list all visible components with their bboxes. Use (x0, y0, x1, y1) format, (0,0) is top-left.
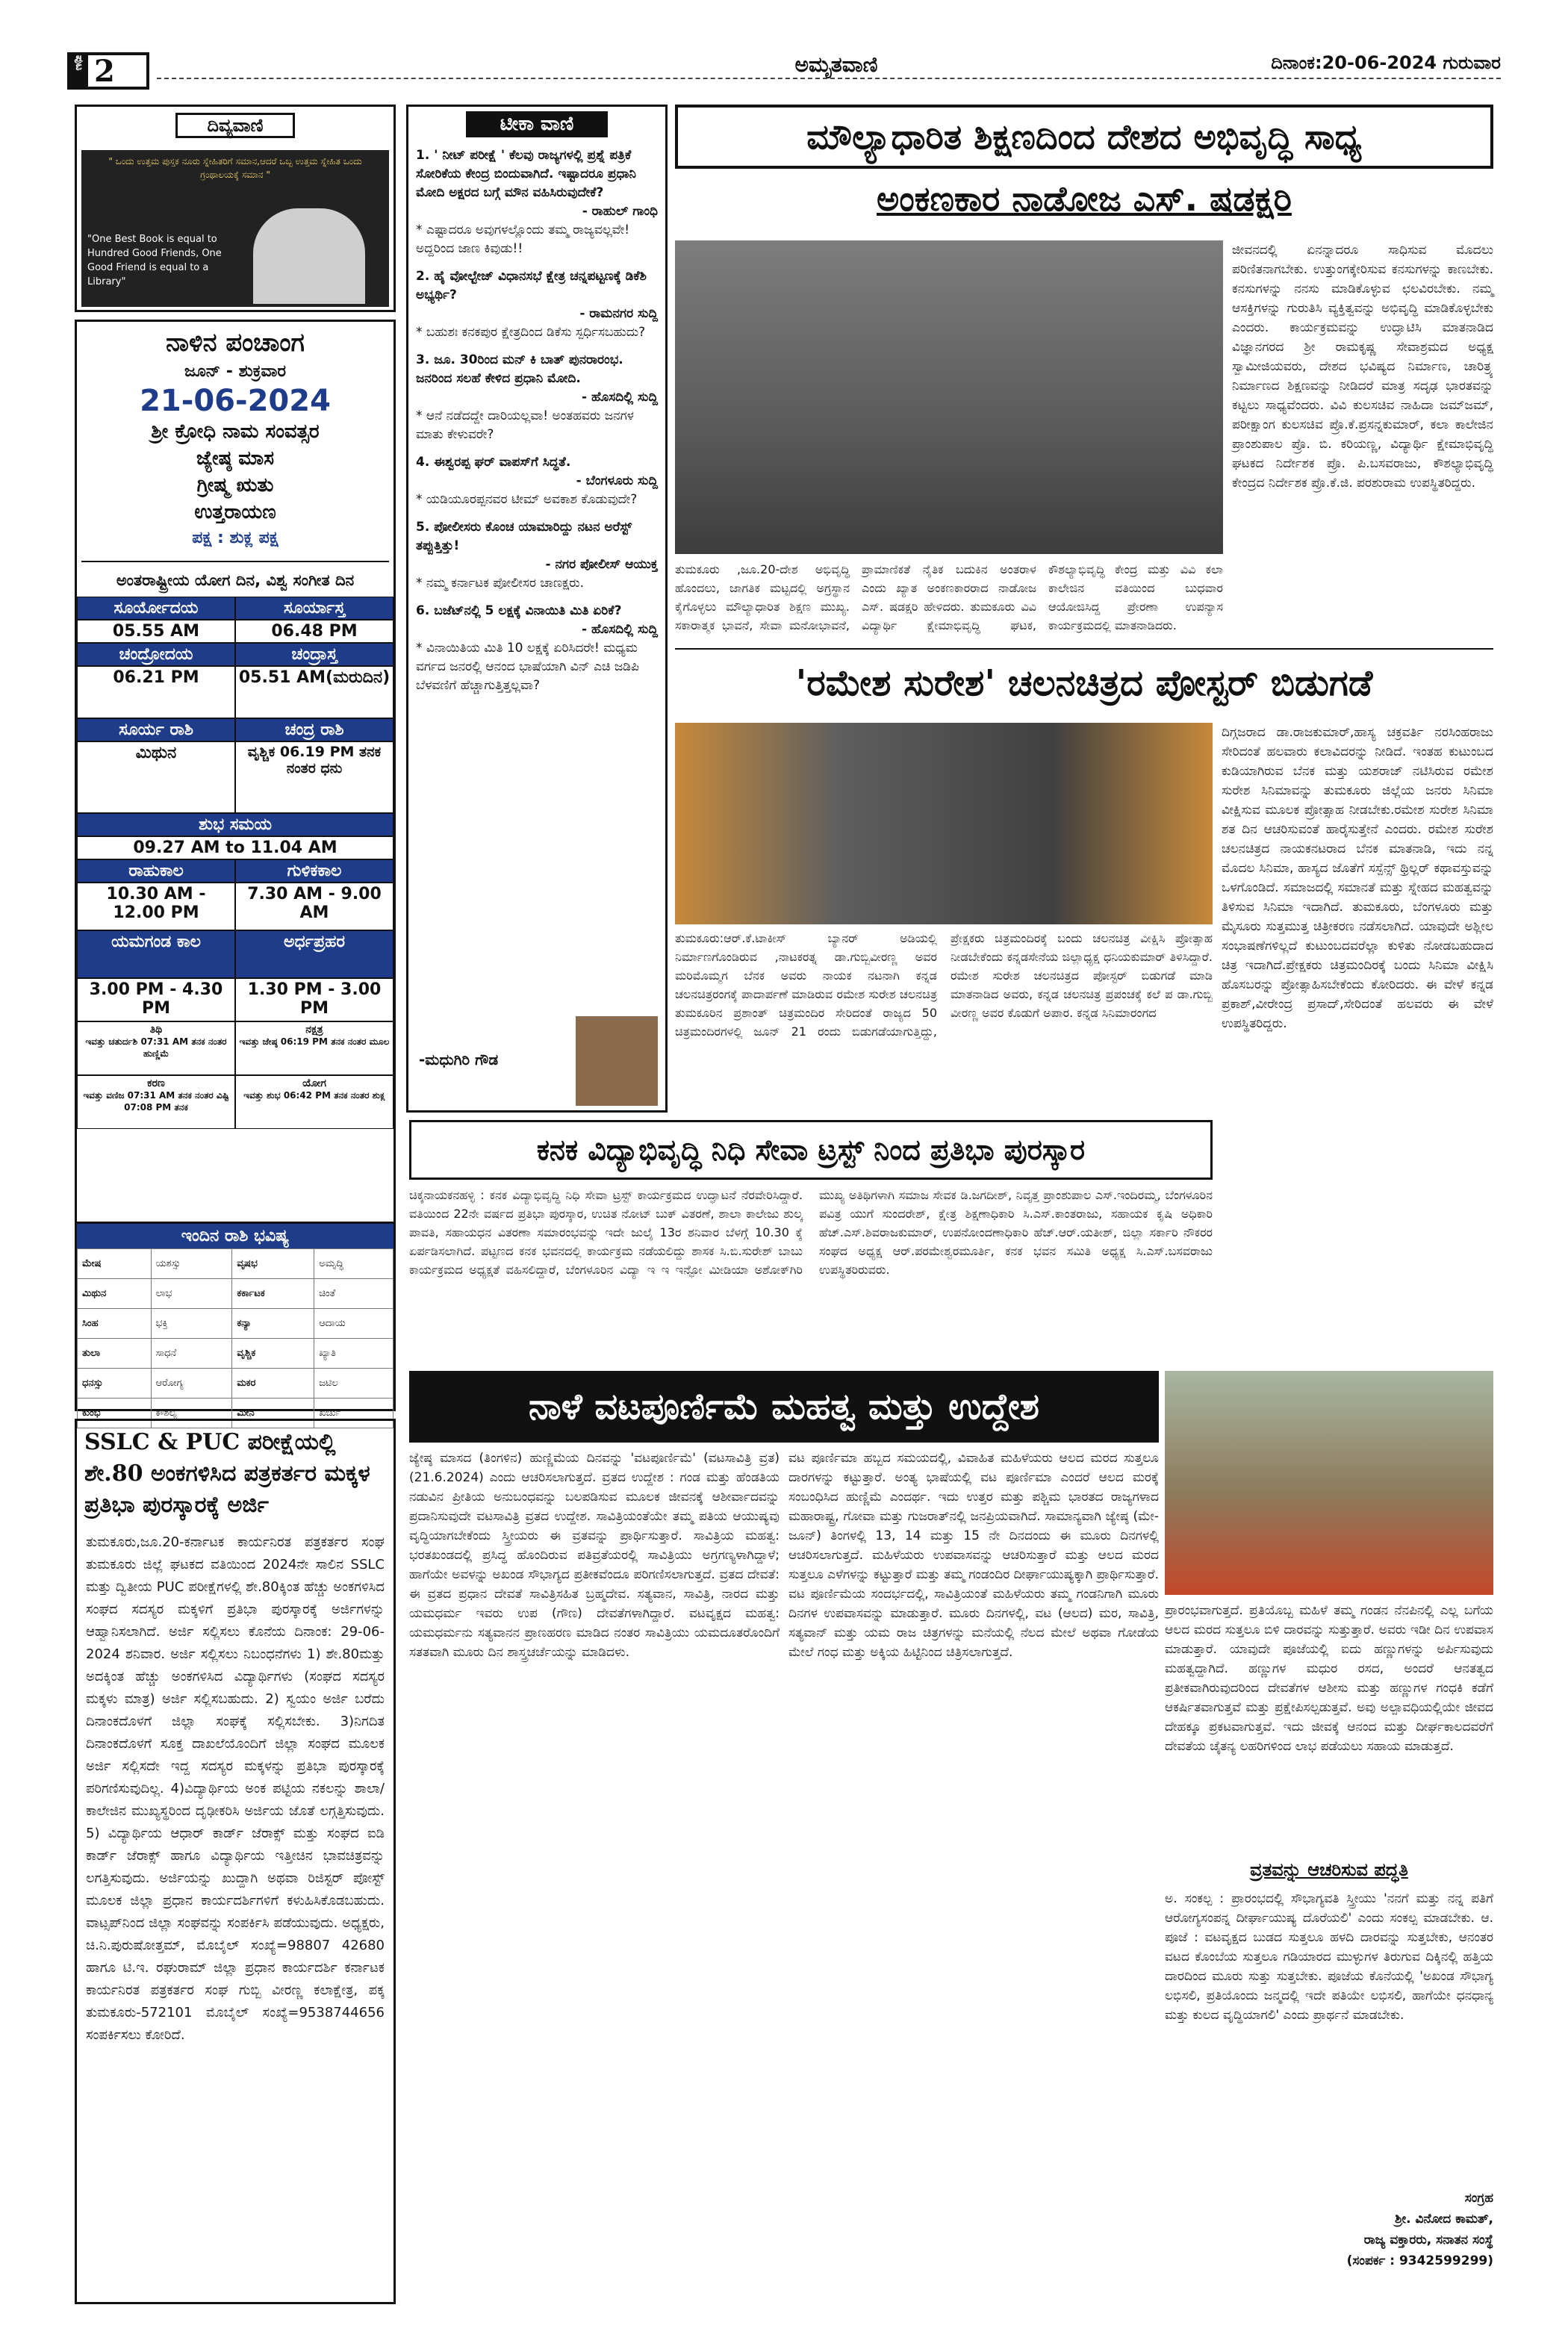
rashi-bhavishya-title: ಇಂದಿನ ರಾಶಿ ಭವಿಷ್ಯ (77, 1224, 393, 1248)
lead-headline-1: ಮೌಲ್ಯಾಧಾರಿತ ಶಿಕ್ಷಣದಿಂದ ದೇಶದ ಅಭಿವೃದ್ಧಿ ಸಾಧ್ಯ (675, 105, 1493, 169)
rashi-sign: ಮಿಥುನ (78, 1279, 152, 1309)
yamaganda-value: 3.00 PM - 4.30 PM (77, 978, 235, 1021)
ardhaprahara-head: ಅರ್ಧಪ್ರಹರ (235, 930, 393, 978)
kanaka-body: ಚಿಕ್ಕನಾಯಕನಹಳ್ಳಿ : ಕನಕ ವಿದ್ಯಾಭಿವೃದ್ಧಿ ನಿಧಿ ಸೇವಾ ಟ್ರಸ್ಟ್ ಕಾರ್ಯಕ್ರಮದ ಉದ್ಘಾಟನೆ ನೆರವೇರಿಸಿದ್ದಾರೆ. ವತಿಯಿಂದ 22ನೇ ವರ್ಷದ ಪ್ರತಿಭಾ ಪುರಸ್ಕಾರ, ಉಚಿತ ನೋಟ್ ಬುಕ್ ವಿತರಣೆ, ಶಾಲಾ ಕಾಲೇಜು ಶುಲ್ಕ ಪಾವತಿ, ಸಹಾಯಧನ ವಿತರಣಾ ಸಮಾರಂಭವನ್ನು ಇದೇ ಜುಲೈ 13ರ ಶನಿವಾರ ಬೆಳಗ್ಗೆ 10.30 ಕ್ಕೆ ಏರ್ಪಡಿಸಲಾಗಿದೆ. ಪಟ್ಟಣದ ಕನಕ ಭವನದಲ್ಲಿ ಕಾರ್ಯಕ್ರಮ ನಡೆಯಲಿದ್ದು ಶಾಸಕ ಸಿ.ಬಿ.ಸುರೇಶ್ ಬಾಬು ಕಾರ್ಯಕ್ರಮದ ಅಧ್ಯಕ್ಷತೆ ವಹಿಸಲಿದ್ದಾರೆ, ಬೆಂಗಳೂರಿನ ವಿದ್ಯಾ ಇ ಇ ಇನ್ಫೋ ಮೀಡಿಯಾ ಅಶೋಕ್‌ಗಿರಿ ಮುಖ್ಯ ಅತಿಥಿಗಳಾಗಿ ಸಮಾಜ ಸೇವಕ ಡಿ.ಜಗದೀಶ್, ನಿವೃತ್ತ ಪ್ರಾಂಶುಪಾಲ ಎಸ್.ಇಂದಿರಮ್ಮ, ಬೆಂಗಳೂರಿನ ಪವಿತ್ರ ಯುಗೆ ಸುಂದರೇಶ್, ಕ್ಷೇತ್ರ ಶಿಕ್ಷಣಾಧಿಕಾರಿ ಸಿ.ಎಸ್.ಕಾಂತರಾಜು, ಸಹಾಯಕ ಕೃಷಿ ಅಧಿಕಾರಿ ಹೆಚ್.ಎಸ್.ಶಿವರಾಜಕುಮಾರ್, ಉಪನೋಂದಣಾಧಿಕಾರಿ ಹೆಚ್.ಆರ್.ಯತೀಶ್, ಜಿಲ್ಲಾ ಸರ್ಕಾರಿ ನೌಕರರ ಸಂಘದ ಅಧ್ಯಕ್ಷ ಆರ್.ಪರಮೇಶ್ವರಮೂರ್ತಿ, ಕನಕ ಭವನ ಸಮಿತಿ ಅಧ್ಯಕ್ಷ ಸಿ.ಎಸ್.ಬಸವರಾಜು ಉಪಸ್ಥಿತರಿರುವರು. (409, 1188, 1213, 1277)
tika-item (416, 146, 658, 258)
sunset-head: ಸೂರ್ಯಾಸ್ತ (235, 597, 393, 620)
tika-answer: * ನಮ್ಮ ಕರ್ನಾಟಕ ಪೋಲೀಸರ ಚಾಣಕ್ಷರು. (416, 576, 585, 591)
yoga-head: ಯೋಗ (302, 1077, 326, 1089)
tika-vani-box (406, 105, 668, 1113)
shubha-samaya-head: ಶುಭ ಸಮಯ (77, 813, 393, 836)
rashi-sign: ವೃಶ್ಚಿಕ (232, 1339, 314, 1369)
tika-source: - ನಗರ ಪೋಲೀಸ್ ಆಯುಕ್ತ (545, 557, 658, 572)
poster-headline: 'ರಮೇಶ ಸುರೇಶ' ಚಲನಚಿತ್ರದ ಪೋಸ್ಟರ್ ಬಿಡುಗಡೆ (675, 648, 1493, 717)
tika-author: -ಮಧುಗಿರಿ ಗೌಡ (419, 1051, 499, 1068)
tika-item (416, 351, 658, 444)
poster-body-left: ತುಮಕೂರು:ಆರ್.ಕೆ.ಟಾಕೀಸ್ ಬ್ಯಾನರ್ ಅಡಿಯಲ್ಲಿ ನಿರ್ಮಾಣಗೊಂಡಿರುವ ,ನಾಟಕರತ್ನ ಡಾ.ಗುಬ್ಬಿವೀರಣ್ಣ ಅವರ ಮರಿಮೊಮ್ಮಗ ಬೆನಕ ಅವರು ನಾಯಕ ನಟನಾಗಿ ಕನ್ನಡ ಚಲನಚಿತ್ರರಂಗಕ್ಕೆ ಪಾದಾರ್ಪಣೆ ಮಾಡಿರುವ ರಮೇಶ ಸುರೇಶ ಚಲನಚಿತ್ರ ತುಮಕೂರಿನ ಪ್ರಶಾಂತ್ ಚಿತ್ರಮಂದಿರ ಸೇರಿದಂತೆ ರಾಜ್ಯದ 50 ಚಿತ್ರಮಂದಿರಗಳಲ್ಲಿ ಜೂನ್ 21 ರಂದು ಬಿಡುಗಡೆಯಾಗುತ್ತಿದ್ದು, ಪ್ರೇಕ್ಷಕರು ಚಿತ್ರಮಂದಿರಕ್ಕೆ ಬಂದು ಚಲನಚಿತ್ರ ವೀಕ್ಷಿಸಿ ಪ್ರೋತ್ಸಾಹ ನೀಡಬೇಕೆಂದು ಕನ್ನಡಸೇನೆಯ ಜಿಲ್ಲಾಧ್ಯಕ್ಷ ಧನಿಯಕುಮಾರ್ ತಿಳಿಸಿದ್ದಾರೆ. ರಮೇಶ ಸುರೇಶ ಚಲನಚಿತ್ರದ ಪೋಸ್ಟರ್ ಬಿಡುಗಡೆ ಮಾಡಿ ಮಾತನಾಡಿದ ಅವರು, ಕನ್ನಡ ಚಲನಚಿತ್ರ ಪ್ರಪಂಚಕ್ಕೆ ಕಲೆ ಪ ಡಾ.ಗುಬ್ಬಿ ವೀರಣ್ಣ ಅವರ ಕೊಡುಗೆ ಅಪಾರ. ಕನ್ನಡ ಸಿನಿಮಾರಂಗದ (675, 931, 1213, 1039)
rashi-prediction: ಕೌಶಲ್ಯ (151, 1399, 232, 1428)
sslc-body: ತುಮಕೂರು,ಜೂ.20-ಕರ್ನಾಟಕ ಕಾರ್ಯನಿರತ ಪತ್ರಕರ್ತರ ಸಂಘ ತುಮಕೂರು ಜಿಲ್ಲೆ ಘಟಕದ ವತಿಯಿಂದ 2024ನೇ ಸಾಲಿನ SSLC ಮತ್ತು ದ್ವಿತೀಯ PUC ಪರೀಕ್ಷೆಗಳಲ್ಲಿ ಶೇ.80ಕ್ಕಿಂತ ಹೆಚ್ಚು ಅಂಕಗಳಿಸಿದ ಸಂಘದ ಸದಸ್ಯರ ಮಕ್ಕಳಿಗೆ ಪ್ರತಿಭಾ ಪುರಸ್ಕಾರಕ್ಕೆ ಅರ್ಜಿಗಳನ್ನು ಆಹ್ವಾನಿಸಲಾಗಿದೆ. ಅರ್ಜಿ ಸಲ್ಲಿಸಲು ಕೊನೆಯ ದಿನಾಂಕ: 29-06-2024 ಶನಿವಾರ. ಅರ್ಜಿ ಸಲ್ಲಿಸಲು ನಿಬಂಧನೆಗಳು 1) ಶೇ.80ಮತ್ತು ಅದಕ್ಕಿಂತ ಹೆಚ್ಚು ಅಂಕಗಳಿಸಿದ ವಿದ್ಯಾರ್ಥಿಗಳು (ಸಂಘದ ಸದಸ್ಯರ ಮಕ್ಕಳು ಮಾತ್ರ) ಅರ್ಜಿ ಸಲ್ಲಿಸಬಹುದು. 2) ಸ್ವಯಂ ಅರ್ಜಿ ಬರೆದು ದಿನಾಂಕದೊಳಗೆ ಜಿಲ್ಲಾ ಸಂಘಕ್ಕೆ ಸಲ್ಲಿಸಬೇಕು. 3)ನಿಗದಿತ ದಿನಾಂಕದೊಳಗೆ ಸೂಕ್ತ ದಾಖಲೆಯೊಂದಿಗೆ ಜಿಲ್ಲಾ ಸಂಘದ ಮೂಲಕ ಅರ್ಜಿ ಸಲ್ಲಿಸದೇ ಇದ್ದ ಸದಸ್ಯರ ಮಕ್ಕಳನ್ನು ಪ್ರತಿಭಾ ಪುರಸ್ಕಾರಕ್ಕೆ ಪರಿಗಣಿಸುವುದಿಲ್ಲ. 4)ವಿದ್ಯಾರ್ಥಿಯ ಅಂಕ ಪಟ್ಟಿಯ ನಕಲನ್ನು ಶಾಲಾ/ಕಾಲೇಜಿನ ಮುಖ್ಯಸ್ಥರಿಂದ ದೃಢೀಕರಿಸಿ ಅರ್ಜಿಯ ಜೊತೆ ಲಗ್ಗತ್ತಿಸುವುದು. 5) ವಿದ್ಯಾರ್ಥಿಯ ಆಧಾರ್ ಕಾರ್ಡ್ ಜೆರಾಕ್ಸ್ ಮತ್ತು ಸಂಘದ ಐಡಿ ಕಾರ್ಡ್ ಜೆರಾಕ್ಸ್ ಹಾಗೂ ವಿದ್ಯಾರ್ಥಿಯ ಇತ್ತೀಚಿನ ಭಾವಚಿತ್ರವನ್ನು ಲಗತ್ತಿಸುವುದು. ಅರ್ಜಿಯನ್ನು ಖುದ್ದಾಗಿ ಅಥವಾ ರಿಜಿಸ್ಟರ್ ಪೋಸ್ಟ್ ಮೂಲಕ ಜಿಲ್ಲಾ ಪ್ರಧಾನ ಕಾರ್ಯದರ್ಶಿಗಳಿಗೆ ಕಳುಹಿಸಿಕೊಡಬಹುದು. ವಾಟ್ಸಪ್‌ನಿಂದ ಜಿಲ್ಲಾ ಸಂಘವನ್ನು ಸಂಪರ್ಕಿಸಿ ಪಡೆಯುವುದು. ಅಧ್ಯಕ್ಷರು, ಚಿ.ನಿ.ಪುರುಷೋತ್ತಮ್, ಮೊಬೈಲ್ ಸಂಖ್ಯೆ=98807 42680 ಹಾಗೂ ಟಿ.ಇ. ರಘುರಾಮ್ ಜಿಲ್ಲಾ ಪ್ರಧಾನ ಕಾರ್ಯದರ್ಶಿ ಕರ್ನಾಟಕ ಕಾರ್ಯನಿರತ ಪತ್ರಕರ್ತರ ಸಂಘ ಗುಬ್ಬಿ ವೀರಣ್ಣ ಕಲಾಕ್ಷೇತ್ರ, ಪಕ್ಕ ತುಮಕೂರು-572101 ಮೊಬೈಲ್ ಸಂಖ್ಯೆ=9538744656 ಸಂಪರ್ಕಿಸಲು ಕೋರಿದೆ. (86, 1534, 385, 2043)
ardhaprahara-value: 1.30 PM - 3.00 PM (235, 978, 393, 1021)
panchanga-date: 21-06-2024 (140, 384, 331, 418)
gulikakala-head: ಗುಳಿಕಕಾಲ (235, 859, 393, 883)
rashi-sign: ಕನ್ಯಾ (232, 1309, 314, 1339)
kannada-quote: " ಒಂದು ಉತ್ತಮ ಪುಸ್ತಕ ನೂರು ಸ್ನೇಹಿತರಿಗೆ ಸಮಾನ,ಆದರೆ ಒಬ್ಬ ಉತ್ತಮ ಸ್ನೇಹಿತ ಒಂದು ಗ್ರಂಥಾಲಯಕ್ಕೆ ಸಮಾನ " (108, 156, 362, 180)
sslc-article (75, 1419, 396, 2304)
credit-sangraha: ಸಂಗ್ರಹ (1464, 2191, 1493, 2206)
rashi-prediction: ಚಿಂತೆ (314, 1279, 393, 1309)
rashi-sign: ಕರ್ಕಾಟಕ (232, 1279, 314, 1309)
rashi-prediction: ಸಾಧನೆ (151, 1339, 232, 1369)
panchanga-line-4: ಉತ್ತರಾಯಣ (194, 501, 276, 523)
author-photo (576, 1016, 658, 1106)
tika-source: - ಬೆಂಗಳೂರು ಸುದ್ದಿ (576, 473, 658, 488)
tika-item (416, 267, 658, 342)
poster-photo (675, 723, 1213, 924)
gulikakala-value: 7.30 AM - 9.00 AM (235, 883, 393, 930)
moonset-head: ಚಂದ್ರಾಸ್ತ (235, 643, 393, 666)
kalam-portrait (253, 208, 365, 304)
rahukala-head: ರಾಹುಕಾಲ (77, 859, 235, 883)
vata-photo (1165, 1371, 1493, 1595)
lead-photo (675, 240, 1223, 554)
rashi-sign: ಮಕರ (232, 1369, 314, 1399)
tika-answer: * ಬಹುಶಃ ಕನಕಪುರ ಕ್ಷೇತ್ರದಿಂದ ಡಿಕೆಸು ಸ್ಪರ್ಧಿಸಬಹುದು? (416, 325, 646, 340)
lead-body-left: ತುಮಕೂರು ,ಜೂ.20-ದೇಶ ಅಭಿವೃದ್ಧಿ ಹೊಂದಲು, ಜಾಗತಿಕ ಮಟ್ಟದಲ್ಲಿ ಅಗ್ರಸ್ಥಾನ ಕೈಗೊಳ್ಳಲು ಮೌಲ್ಯಾಧಾರಿತ ಶಿಕ್ಷಣ ಮುಖ್ಯ. ಸಕಾರಾತ್ಮಕ ಭಾವನೆ, ಸೇವಾ ಮನೋಭಾವನೆ, ಪ್ರಾಮಾಣಿಕತೆ ನೈತಿಕ ಬದುಕಿನ ಅಂತರಾಳ ಎಂದು ಖ್ಯಾತ ಅಂಕಣಕಾರರಾದ ನಾಡೋಜ ಎಸ್. ಷಡಕ್ಷರಿ ಹೇಳಿದರು. ತುಮಕೂರು ವಿವಿ ವಿದ್ಯಾರ್ಥಿ ಕ್ಷೇಮಾಭಿವೃದ್ಧಿ ಘಟಕ, ಕೌಶಲ್ಯಾಭಿವೃದ್ಧಿ ಕೇಂದ್ರ ಮತ್ತು ವಿವಿ ಕಲಾ ಕಾಲೇಜಿನ ವತಿಯಿಂದ ಬುಧವಾರ ಆಯೋಜಿಸಿದ್ದ ಪ್ರೇರಣಾ ಉಪನ್ಯಾಸ ಕಾರ್ಯಕ್ರಮದಲ್ಲಿ ಮಾತನಾಡಿದರು. (675, 562, 1223, 632)
nakshatra-head: ನಕ್ಷತ್ರ (305, 1024, 323, 1036)
tika-source: - ರಾಮನಗರ ಸುದ್ದಿ (579, 306, 658, 321)
tika-question: 2. ಹೈ ವೋಲ್ಟೇಜ್ ವಿಧಾನಸಭೆ ಕ್ಷೇತ್ರ ಚನ್ನಪಟ್ಟಣಕ್ಕೆ ಡಿಕೆಶಿ ಅಭ್ಯರ್ಥಿ? (416, 269, 647, 302)
panchanga-line-2: ಜ್ಯೇಷ್ಠ ಮಾಸ (196, 447, 275, 470)
rashi-row (78, 1339, 393, 1369)
paper-name: ಅಮೃತವಾಣಿ (724, 52, 948, 78)
tika-list (408, 142, 665, 709)
tithi-head: ತಿಥಿ (149, 1024, 163, 1036)
rashi-row (78, 1279, 393, 1309)
rashi-table (77, 1248, 393, 1428)
tika-item (416, 602, 658, 695)
tika-question: 4. ಈಶ್ವರಪ್ಪ ಘರ್ ವಾಪಸ್‌ಗೆ ಸಿದ್ಧತೆ. (416, 455, 571, 470)
rashi-prediction: ಆರೋಗ್ಯ (151, 1369, 232, 1399)
panchanga-month-day: ಜೂನ್ - ಶುಕ್ರವಾರ (184, 362, 287, 381)
poster-body-right: ದಿಗ್ಗಜರಾದ ಡಾ.ರಾಜಕುಮಾರ್,ಹಾಸ್ಯ ಚಕ್ರವರ್ತಿ ನರಸಿಂಹರಾಜು ಸೇರಿದಂತೆ ಹಲವಾರು ಕಲಾವಿದರನ್ನು ನೀಡಿದೆ. ಇಂತಹ ಕುಟುಂಬದ ಕುಡಿಯಾಗಿರುವ ಬೆನಕ ಮತ್ತು ಯಶರಾಜ್ ನಟಿಸಿರುವ ರಮೇಶ ಸುರೇಶ ಸಿನಿಮಾವನ್ನು ತುಮಕೂರು ಜಿಲ್ಲೆಯ ಜನರು ಸಿನಿಮಾ ವೀಕ್ಷಿಸುವ ಮೂಲಕ ಪ್ರೋತ್ಸಾಹ ನೀಡಬೇಕು.ರಮೇಶ ಸುರೇಶ ಸಿನಿಮಾ ಶತ ದಿನ ಆಚರಿಸುವಂತೆ ಹಾರೈಸುತ್ತೇನೆ ಎಂದರು. ರಮೇಶ ಸುರೇಶ ಚಲನಚಿತ್ರದ ನಾಯಕನಟರಾದ ಬೆನಕ ಮಾತನಾಡಿ, ಇದು ನನ್ನ ಮೊದಲ ಸಿನಿಮಾ, ಹಾಸ್ಯದ ಜೊತೆಗೆ ಸಸ್ಪೆನ್ಸ್ ಥ್ರಿಲ್ಲರ್ ಕಥಾವಸ್ತುವನ್ನು ಒಳಗೊಂಡಿದೆ. ಸಮಾಜದಲ್ಲಿ ಸಮಾನತೆ ಮತ್ತು ಸ್ನೇಹದ ಮಹತ್ವವನ್ನು ತಿಳಿಸುವ ಸಿನಿಮಾ ಇದಾಗಿದೆ. ತುಮಕೂರು, ಬೆಂಗಳೂರು ಮತ್ತು ಮೈಸೂರು ಸುತ್ತಮುತ್ತ ಚಿತ್ರೀಕರಣ ನಡೆಸಲಾಗಿದೆ. ಯಾವುದೇ ಅಶ್ಲೀಲ ಸಂಭಾಷಣೆಗಳಿಲ್ಲದೆ ಕುಟುಂಬದವರೆಲ್ಲಾ ಕುಳಿತು ನೋಡಬಹುದಾದ ಚಿತ್ರ ಇದಾಗಿದೆ.ಪ್ರೇಕ್ಷಕರು ಚಿತ್ರಮಂದಿರಕ್ಕೆ ಬಂದು ಸಿನಿಮಾ ವೀಕ್ಷಿಸಿ ಹೊಸಬರನ್ನು ಪ್ರೋತ್ಸಾಹಿಸಬೇಕೆಂದು ಕೋರಿದರು. ಈ ವೇಳೆ ಕನ್ನಡ ಪ್ರಕಾಶ್,ವೀರೇಂದ್ರ ಪ್ರಸಾದ್,ಸೇರಿದಂತೆ ಹಲವರು ಈ ವೇಳೆ ಉಪಸ್ಥಿತರಿದ್ದರು. (1222, 725, 1493, 1031)
vata-credit (1165, 2188, 1493, 2271)
moonrise-value: 06.21 PM (77, 666, 235, 718)
special-day: ಅಂತರಾಷ್ಟ್ರೀಯ ಯೋಗ ದಿನ, ವಿಶ್ವ ಸಂಗೀತ ದಿನ (81, 561, 389, 592)
credit-org: ರಾಜ್ಯ ವಕ್ತಾರರು, ಸನಾತನ ಸಂಸ್ಥೆ (1363, 2233, 1493, 2247)
vata-col-2: ವಟ ಪೂರ್ಣಿಮಾ ಹಬ್ಬದ ಸಮಯದಲ್ಲಿ, ವಿವಾಹಿತ ಮಹಿಳೆಯರು ಆಲದ ಮರದ ಸುತ್ತಲೂ ದಾರಗಳನ್ನು ಕಟ್ಟುತ್ತಾರೆ. ಅಂತ್ಯ ಭಾಷೆಯಲ್ಲಿ ವಟ ಪೂರ್ಣಿಮಾ ಎಂದರೆ ಆಲದ ಮರಕ್ಕೆ ಸಂಬಂಧಿಸಿದ ಹುಣ್ಣಿಮೆ ಎಂದರ್ಥ. ಇದು ಉತ್ತರ ಮತ್ತು ಪಶ್ಚಿಮ ಭಾರತದ ರಾಜ್ಯಗಳಾದ ಮಹಾರಾಷ್ಟ್ರ, ಗೋವಾ ಮತ್ತು ಗುಜರಾತ್‌ನಲ್ಲಿ ಜನಪ್ರಿಯವಾಗಿದೆ. ಸಾಮಾನ್ಯವಾಗಿ ಜ್ಯೇಷ್ಠ (ಮೇ-ಜೂನ್) ತಿಂಗಳಲ್ಲಿ 13, 14 ಮತ್ತು 15 ನೇ ದಿನದಂದು ಈ ಮೂರು ದಿನಗಳಲ್ಲಿ ಆಚರಿಸಲಾಗುತ್ತದೆ. ಮಹಿಳೆಯರು ಉಪವಾಸವನ್ನು ಆಚರಿಸುತ್ತಾರೆ ಮತ್ತು ಆಲದ ಮರದ ಸುತ್ತಲೂ ಎಳೆಗಳನ್ನು ಕಟ್ಟುತ್ತಾರೆ ಮತ್ತು ತಮ್ಮ ಗಂಡಂದಿರ ದೀರ್ಘಾಯುಷ್ಯಕ್ಕಾಗಿ ಪ್ರಾರ್ಥಿಸುತ್ತಾರೆ. ವಟ ಪೂರ್ಣಿಮೆಯ ಸಂದರ್ಭದಲ್ಲಿ, ಸಾವಿತ್ರಿಯಂತೆ ಮಹಿಳೆಯರು ತಮ್ಮ ಗಂಡನಿಗಾಗಿ ಮೂರು ದಿನಗಳ ಉಪವಾಸವನ್ನು ಮಾಡುತ್ತಾರೆ. ಮೂರು ದಿನಗಳಲ್ಲಿ, ವಟ (ಆಲದ) ಮರ, ಸಾವಿತ್ರಿ, ಸತ್ಯವಾನ್ ಮತ್ತು ಯಮ ರಾಜ ಚಿತ್ರಗಳನ್ನು ಮನೆಯಲ್ಲಿ ನೆಲದ ಮೇಲೆ ಅಥವಾ ಗೋಡೆಯ ಮೇಲೆ ಗಂಧ ಮತ್ತು ಅಕ್ಕಿಯ ಹಿಟ್ಟಿನಿಂದ ಚಿತ್ರಿಸಲಾಗುತ್ತದೆ. (788, 1451, 1160, 1660)
rashi-prediction: ಖರ್ಚು (314, 1399, 393, 1428)
rashi-row (78, 1309, 393, 1339)
surya-rashi-head: ಸೂರ್ಯ ರಾಶಿ (77, 718, 235, 741)
vrata-body: ಅ. ಸಂಕಲ್ಪ : ಪ್ರಾರಂಭದಲ್ಲಿ ಸೌಭಾಗ್ಯವತಿ ಸ್ತ್ರೀಯು 'ನನಗೆ ಮತ್ತು ನನ್ನ ಪತಿಗೆ ಆರೋಗ್ಯಸಂಪನ್ನ ದೀರ್ಘಾಯುಷ್ಯ ದೊರೆಯಲಿ' ಎಂದು ಸಂಕಲ್ಪ ಮಾಡಬೇಕು. ಆ. ಪೂಜೆ : ವಟವೃಕ್ಷದ ಬುಡದ ಸುತ್ತಲೂ ಹಳದಿ ದಾರವನ್ನು ಸುತ್ತಬೇಕು, ಆನಂತರ ವಟದ ಕೊಂಬೆಯ ಸುತ್ತಲೂ ಗಡಿಯಾರದ ಮುಳ್ಳುಗಳ ತಿರುಗುವ ದಿಕ್ಕಿನಲ್ಲಿ ಹತ್ತಿಯ ದಾರದಿಂದ ಮೂರು ಸುತ್ತು ಸುತ್ತಬೇಕು. ಪೂಜೆಯ ಕೊನೆಯಲ್ಲಿ 'ಅಖಂಡ ಸೌಭಾಗ್ಯ ಲಭಿಸಲಿ, ಪ್ರತಿಯೊಂದು ಜನ್ಮದಲ್ಲಿ ಇದೇ ಪತಿಯೇ ಲಭಿಸಲಿ, ಹಾಗೆಯೇ ಧನಧಾನ್ಯ ಮತ್ತು ಕುಲದ ವೃದ್ಧಿಯಾಗಲಿ' ಎಂದು ಪ್ರಾರ್ಥನೆ ಮಾಡಬೇಕು. (1165, 1891, 1493, 2023)
rashi-sign: ವೃಷಭ (232, 1249, 314, 1279)
tithi-value: ಇವತ್ತು ಚತುರ್ದಶಿ 07:31 AM ತನಕ ನಂತರ ಹುಣ್ಣಿಮೆ (85, 1036, 227, 1059)
tika-question: 5. ಪೋಲೀಸರು ಕೊಂಚ ಯಾಮಾರಿದ್ದು ನಟನ ಅರೆಸ್ಟ್ ತಪ್ಪುತ್ತಿತ್ತು! (416, 520, 632, 553)
tika-item (416, 518, 658, 593)
tika-answer: * ವಿನಾಯಿತಿಯ ಮಿತಿ 10 ಲಕ್ಷಕ್ಕೆ ಏರಿಸಿದರೇ! ಮಧ್ಯಮ ವರ್ಗದ ಜನರಲ್ಲಿ ಆನಂದ ಭಾಷೆಯಾಗಿ ವಿನ್ ಎಚಿ ಜಡಿಪಿ ಬೆಳವಣಿಗೆ ಹೆಚ್ಚಾಗುತ್ತಿತ್ತಲ್ಲವಾ? (416, 641, 639, 693)
rashi-sign: ಮೀನ (232, 1399, 314, 1428)
page-tag: ಪುಟ (70, 55, 88, 87)
yamaganda-head: ಯಮಗಂಡ ಕಾಲ (77, 930, 235, 978)
tika-source: - ರಾಹುಲ್ ಗಾಂಧಿ (582, 204, 658, 219)
panchanga-title: ನಾಳಿನ ಪಂಚಾಂಗ (166, 328, 305, 358)
karana-head: ಕರಣ (147, 1077, 165, 1089)
chandra-rashi-head: ಚಂದ್ರ ರಾಶಿ (235, 718, 393, 741)
credit-author: ಶ್ರೀ. ವಿನೋದ ಕಾಮತ್, (1395, 2212, 1493, 2227)
vata-headline: ನಾಳೆ ವಟಪೂರ್ಣಿಮೆ ಮಹತ್ವ ಮತ್ತು ಉದ್ದೇಶ (409, 1371, 1159, 1443)
lead-body-right: ಜೀವನದಲ್ಲಿ ಏನನ್ನಾದರೂ ಸಾಧಿಸುವ ಮೊದಲು ಪರಿಣಿತನಾಗಬೇಕು. ಉತ್ತುಂಗಕ್ಕೇರಿಸುವ ಕನಸುಗಳನ್ನು ಕಾಣಬೇಕು. ಕನಸುಗಳನ್ನು ನನಸು ಮಾಡಿಕೊಳ್ಳುವ ಛಲವಿರಬೇಕು. ನಮ್ಮ ಆಸಕ್ತಿಗಳನ್ನು ಗುರುತಿಸಿ ವ್ಯಕ್ತಿತ್ವವನ್ನು ಅಭಿವೃದ್ಧಿ ಮಾಡಿಕೊಳ್ಳಬೇಕು ಎಂದರು. ಕಾರ್ಯಕ್ರಮವನ್ನು ಉದ್ಘಾಟಿಸಿ ಮಾತನಾಡಿದ ವಿಜ್ಞಾನಗರದ ಶ್ರೀ ರಾಮಕೃಷ್ಣ ಸೇವಾಶ್ರಮದ ಅಧ್ಯಕ್ಷ ಸ್ವಾಮೀಜಿಯವರು, ದೇಶದ ಭವಿಷ್ಯದ ನಿರ್ಮಾಣ, ಚಾರಿತ್ರ್ಯ ನಿರ್ಮಾಣದ ಶಿಕ್ಷಣವನ್ನು ನೀಡಿದರೆ ಮಾತ್ರ ಸದೃಢ ಭಾರತವನ್ನು ಕಟ್ಟಲು ಸಾಧ್ಯವೆಂದರು. ವಿವಿ ಕುಲಸಚಿವ ನಾಹಿದಾ ಜಮ್‌ಜಮ್, ಪರೀಕ್ಷಾಂಗ ಕುಲಸಚಿವ ಪ್ರೊ.ಕೆ.ಪ್ರಸನ್ನಕುಮಾರ್, ಕಲಾ ಕಾಲೇಜಿನ ಪ್ರಾಂಶುಪಾಲ ಪ್ರೊ. ಬಿ. ಕರಿಯಣ್ಣ, ವಿದ್ಯಾರ್ಥಿ ಕ್ಷೇಮಾಭಿವೃದ್ಧಿ ಘಟಕದ ನಿರ್ದೇಶಕ ಪ್ರೊ. ಪಿ.ಬಸವರಾಜು, ಕೌಶಲ್ಯಾಭಿವೃದ್ಧಿ ಕೇಂದ್ರದ ನಿರ್ದೇಶಕ ಪ್ರೊ.ಕೆ.ಜಿ. ಪರಶುರಾಮ ಉಪಸ್ಥಿತರಿದ್ದರು. (1232, 243, 1493, 491)
credit-contact: (ಸಂಪರ್ಕ : 9342599299) (1346, 2253, 1493, 2268)
yoga-value: ಇವತ್ತು ಶುಭ 06:42 PM ತನಕ ನಂತರ ಶುಕ್ಲ (243, 1090, 385, 1101)
kanaka-headline: ಕನಕ ವಿದ್ಯಾಭಿವೃದ್ಧಿ ನಿಧಿ ಸೇವಾ ಟ್ರಸ್ಟ್ ನಿಂದ ಪ್ರತಿಭಾ ಪುರಸ್ಕಾರ (409, 1120, 1213, 1180)
karana-value: ಇವತ್ತು ವಣಿಜ 07:31 AM ತನಕ ನಂತರ ವಿಷ್ಟಿ 07:08 PM ತನಕ (83, 1090, 229, 1113)
rashi-row (78, 1249, 393, 1279)
sunrise-head: ಸೂರ್ಯೋದಯ (77, 597, 235, 620)
tika-question: 6. ಬಜೆಟ್‌ನಲ್ಲಿ 5 ಲಕ್ಷಕ್ಕೆ ವಿನಾಯಿತಿ ಮಿತಿ ಏರಿಕೆ? (416, 603, 622, 618)
tika-answer: * ಯಡಿಯೂರಪ್ಪನವರ ಟೀಮ್ ಅವಕಾಶ ಕೊಡುವುದೇ? (416, 492, 638, 507)
rashi-prediction: ಭಕ್ತಿ (151, 1309, 232, 1339)
rashi-prediction: ಆದಾಯ (314, 1309, 393, 1339)
divyavani-box (75, 105, 396, 312)
rashi-bhavishya-box (75, 1222, 396, 1419)
rashi-prediction: ಜಟಿಲ (314, 1369, 393, 1399)
rashi-sign: ಧನಸ್ಸು (78, 1369, 152, 1399)
rashi-prediction: ಯಶಸ್ಸು (151, 1249, 232, 1279)
rashi-sign: ತುಲಾ (78, 1339, 152, 1369)
divyavani-title: ದಿವ್ಯವಾಣಿ (175, 113, 295, 138)
rashi-prediction: ಲಾಭ (151, 1279, 232, 1309)
english-quote: "One Best Book is equal to Hundred Good Friends, One Good Friend is equal to a Library" (87, 234, 222, 287)
moonset-value: 05.51 AM(ಮರುದಿನ) (235, 666, 393, 718)
rashi-sign: ಕುಂಭ (78, 1399, 152, 1428)
sslc-headline: SSLC & PUC ಪರೀಕ್ಷೆಯಲ್ಲಿ ಶೇ.80 ಅಂಕಗಳಿಸಿದ ಪತ್ರಕರ್ತರ ಮಕ್ಕಳ ಪ್ರತಿಭಾ ಪುರಸ್ಕಾರಕ್ಕೆ ಅರ್ಜಿ (84, 1429, 370, 1518)
panchanga-box (75, 320, 396, 1229)
sunset-value: 06.48 PM (235, 620, 393, 643)
rashi-sign: ಮೇಷ (78, 1249, 152, 1279)
tika-answer: * ಎಷ್ಟಾದರೂ ಅವುಗಳಲ್ಲೊಂದು ತಮ್ಮ ರಾಜ್ಯವಲ್ಲವೇ! ಅದ್ದರಿಂದ ಜಾಣ ಕಿವುಡು!! (416, 223, 630, 256)
rahukala-value: 10.30 AM - 12.00 PM (77, 883, 235, 930)
rashi-sign: ಸಿಂಹ (78, 1309, 152, 1339)
vata-col-1: ಜ್ಯೇಷ್ಠ ಮಾಸದ (ತಿಂಗಳಿನ) ಹುಣ್ಣಿಮೆಯ ದಿನವನ್ನು 'ವಟಪೂರ್ಣಿಮೆ' (ವಟಸಾವಿತ್ರಿ ವ್ರತ) (21.6.2024) ಎಂದು ಆಚರಿಸಲಾಗುತ್ತದೆ. ವ್ರತದ ಉದ್ದೇಶ : ಗಂಡ ಮತ್ತು ಹೆಂಡತಿಯ ನಡುವಿನ ಪ್ರೀತಿಯ ಅನುಬಂಧವನ್ನು ಬಲಪಡಿಸುವ ಮೂಲಕ ಜೀವನಕ್ಕೆ ಆಶೀರ್ವಾದವನ್ನು ಪ್ರದಾನಿಸುವುದೇ ವಟಸಾವಿತ್ರಿ ವ್ರತದ ಉದ್ದೇಶ. ಸಾವಿತ್ರಿಯಂತೆಯೇ ತಮ್ಮ ಪತಿಯ ಆಯುಷ್ಯವು ವೃದ್ಧಿಯಾಗಬೇಕೆಂದು ಸ್ತ್ರೀಯರು ಈ ವ್ರತವನ್ನು ಪ್ರಾರ್ಥಿಸುತ್ತಾರೆ. ಸಾವಿತ್ರಿಯ ಮಹತ್ವ: ಭರತಖಂಡದಲ್ಲಿ ಪ್ರಸಿದ್ಧ ಹೊಂದಿರುವ ಪತಿವ್ರತೆಯರಲ್ಲಿ ಸಾವಿತ್ರಿಯು ಅಗ್ರಗಣ್ಯಳಾಗಿದ್ದಾಳೆ; ಹಾಗೆಯೇ ಅವಳನ್ನು ಅಖಂಡ ಸೌಭಾಗ್ಯದ ಪ್ರತೀಕವೆಂದೂ ಪರಿಗಣಿಸಲಾಗುತ್ತದೆ. ವ್ರತದ ದೇವತೆ: ಈ ವ್ರತದ ಪ್ರಧಾನ ದೇವತೆ ಸಾವಿತ್ರಿಸಹಿತ ಬ್ರಹ್ಮದೇವ. ಸತ್ಯವಾನ, ಸಾವಿತ್ರಿ, ನಾರದ ಮತ್ತು ಯಮಧರ್ಮ ಇವರು ಉಪ (ಗೌಣ) ದೇವತೆಗಳಾಗಿದ್ದಾರೆ. ವಟವೃಕ್ಷದ ಮಹತ್ವ: ಯಮಧರ್ಮನು ಸತ್ಯವಾನನ ಪ್ರಾಣಹರಣ ಮಾಡಿದ ನಂತರ ಸಾವಿತ್ರಿಯು ಯಮದೂತರೊಂದಿಗೆ ಸತತವಾಗಿ ಮೂರು ದಿನ ಶಾಸ್ತ್ರಚರ್ಚೆಯನ್ನು ಮಾಡಿದಳು. (409, 1451, 780, 1660)
tika-question: 3. ಜೂ. 30ರಿಂದ ಮನ್ ಕಿ ಬಾತ್ ಪುನರಾರಂಭ. ಜನರಿಂದ ಸಲಹೆ ಕೇಳಿದ ಪ್ರಧಾನಿ ಮೋದಿ. (416, 352, 623, 386)
rashi-prediction: ಅಮೃದ್ಧಿ (314, 1249, 393, 1279)
paksha: ಪಕ್ಷ : ಶುಕ್ಲ ಪಕ್ಷ (192, 529, 279, 547)
tika-item (416, 453, 658, 509)
page-number: 2 (94, 53, 115, 89)
vrata-title: ವ್ರತವನ್ನು ಆಚರಿಸುವ ಪದ್ಧತಿ (1250, 1859, 1408, 1880)
divyavani-quote-panel (81, 150, 389, 307)
tika-source: - ಹೊಸದಿಲ್ಲಿ ಸುದ್ದಿ (581, 390, 658, 405)
page-header (67, 48, 1501, 93)
page-number-badge (67, 52, 149, 90)
nakshatra-value: ಇವತ್ತು ಜೇಷ್ಠ 06:19 PM ತನಕ ನಂತರ ಮೂಲ (239, 1036, 390, 1047)
chandra-rashi-value: ವೃಶ್ಚಿಕ 06.19 PM ತನಕ ನಂತರ ಧನು (235, 741, 393, 813)
lead-headline-2: ಅಂಕಣಕಾರ ನಾಡೋಜ ಎಸ್. ಷಡಕ್ಷರಿ (877, 178, 1292, 219)
tika-answer: * ಆನೆ ನಡೆದದ್ದೇ ದಾರಿಯಲ್ಲವಾ! ಅಂತಹವರು ಜನಗಳ ಮಾತು ಕೇಳುವರೇ? (416, 408, 634, 442)
vata-col-3: ಪ್ರಾರಂಭವಾಗುತ್ತದೆ. ಪ್ರತಿಯೊಬ್ಬ ಮಹಿಳೆ ತಮ್ಮ ಗಂಡನ ನೆನಪಿನಲ್ಲಿ ಎಲ್ಲ ಬಗೆಯ ಆಲದ ಮರದ ಸುತ್ತಲೂ ಬಿಳಿ ದಾರವನ್ನು ಸುತ್ತುತ್ತಾರೆ. ಅವರು ಇಡೀ ದಿನ ಉಪವಾಸ ಮಾಡುತ್ತಾರೆ. ಯಾವುದೇ ಪೂಜೆಯಲ್ಲಿ ಐದು ಹಣ್ಣುಗಳನ್ನು ಅರ್ಪಿಸುವುದು ಮಹತ್ವದ್ದಾಗಿದೆ. ಹಣ್ಣುಗಳ ಮಧುರ ರಸದ, ಅಂದರೆ ಆನತತ್ವದ ಪ್ರತೀಕವಾಗಿರುವುದರಿಂದ ದೇವತೆಗಳ ಆಶೀಸು ಮತ್ತು ಹಣ್ಣುಗಳ ಗಂಧಕಿ ಕಡೆಗೆ ಆಕರ್ಷಿತವಾಗುತ್ತವೆ ಮತ್ತು ಪ್ರಕ್ಷೇಪಿಸಲ್ಪಡುತ್ತವೆ. ಅವು ಅಲ್ಪಾವಧಿಯಲ್ಲಿಯೇ ಜೀವದ ದೇಹಕ್ಕೂ ಪ್ರಕಟವಾಗುತ್ತವೆ. ಇದು ಜೀವಕ್ಕೆ ಆನಂದ ಮತ್ತು ದೀರ್ಘಕಾಲದವರೆಗೆ ದೇವತೆಯ ಚೈತನ್ಯ ಲಹರಿಗಳಿಂದ ಲಾಭ ಪಡೆಯಲು ಸಹಾಯ ಮಾಡುತ್ತದೆ. (1165, 1603, 1493, 1754)
sunrise-value: 05.55 AM (77, 620, 235, 643)
panchanga-line-1: ಶ್ರೀ ಕ್ರೋಧಿ ನಾಮ ಸಂವತ್ಸರ (151, 420, 320, 443)
tika-question: 1. ' ನೀಟ್ ಪರೀಕ್ಷೆ ' ಕೆಲವು ರಾಜ್ಯಗಳಲ್ಲಿ ಪ್ರಶ್ನೆ ಪತ್ರಿಕೆ ಸೋರಿಕೆಯ ಕೇಂದ್ರ ಬಿಂದುವಾಗಿದೆ. ಇಷ್ಟಾದರೂ ಪ್ರಧಾನಿ ಮೋದಿ ಅಕ್ಷರದ ಬಗ್ಗೆ ಮೌನ ವಹಿಸಿರುವುದೇಕೆ? (416, 148, 636, 200)
date-line: ದಿನಾಂಕ:20-06-2024 ಗುರುವಾರ (1187, 52, 1501, 73)
rashi-row (78, 1369, 393, 1399)
surya-rashi-value: ಮಿಥುನ (77, 741, 235, 813)
tika-source: - ಹೊಸದಿಲ್ಲಿ ಸುದ್ದಿ (581, 622, 658, 637)
tika-title: ಟೀಕಾ ವಾಣಿ (466, 111, 608, 137)
moonrise-head: ಚಂದ್ರೋದಯ (77, 643, 235, 666)
panchanga-line-3: ಗ್ರೀಷ್ಮ ಋತು (196, 474, 274, 497)
shubha-samaya-value: 09.27 AM to 11.04 AM (77, 836, 393, 859)
rashi-prediction: ಖ್ಯಾತಿ (314, 1339, 393, 1369)
